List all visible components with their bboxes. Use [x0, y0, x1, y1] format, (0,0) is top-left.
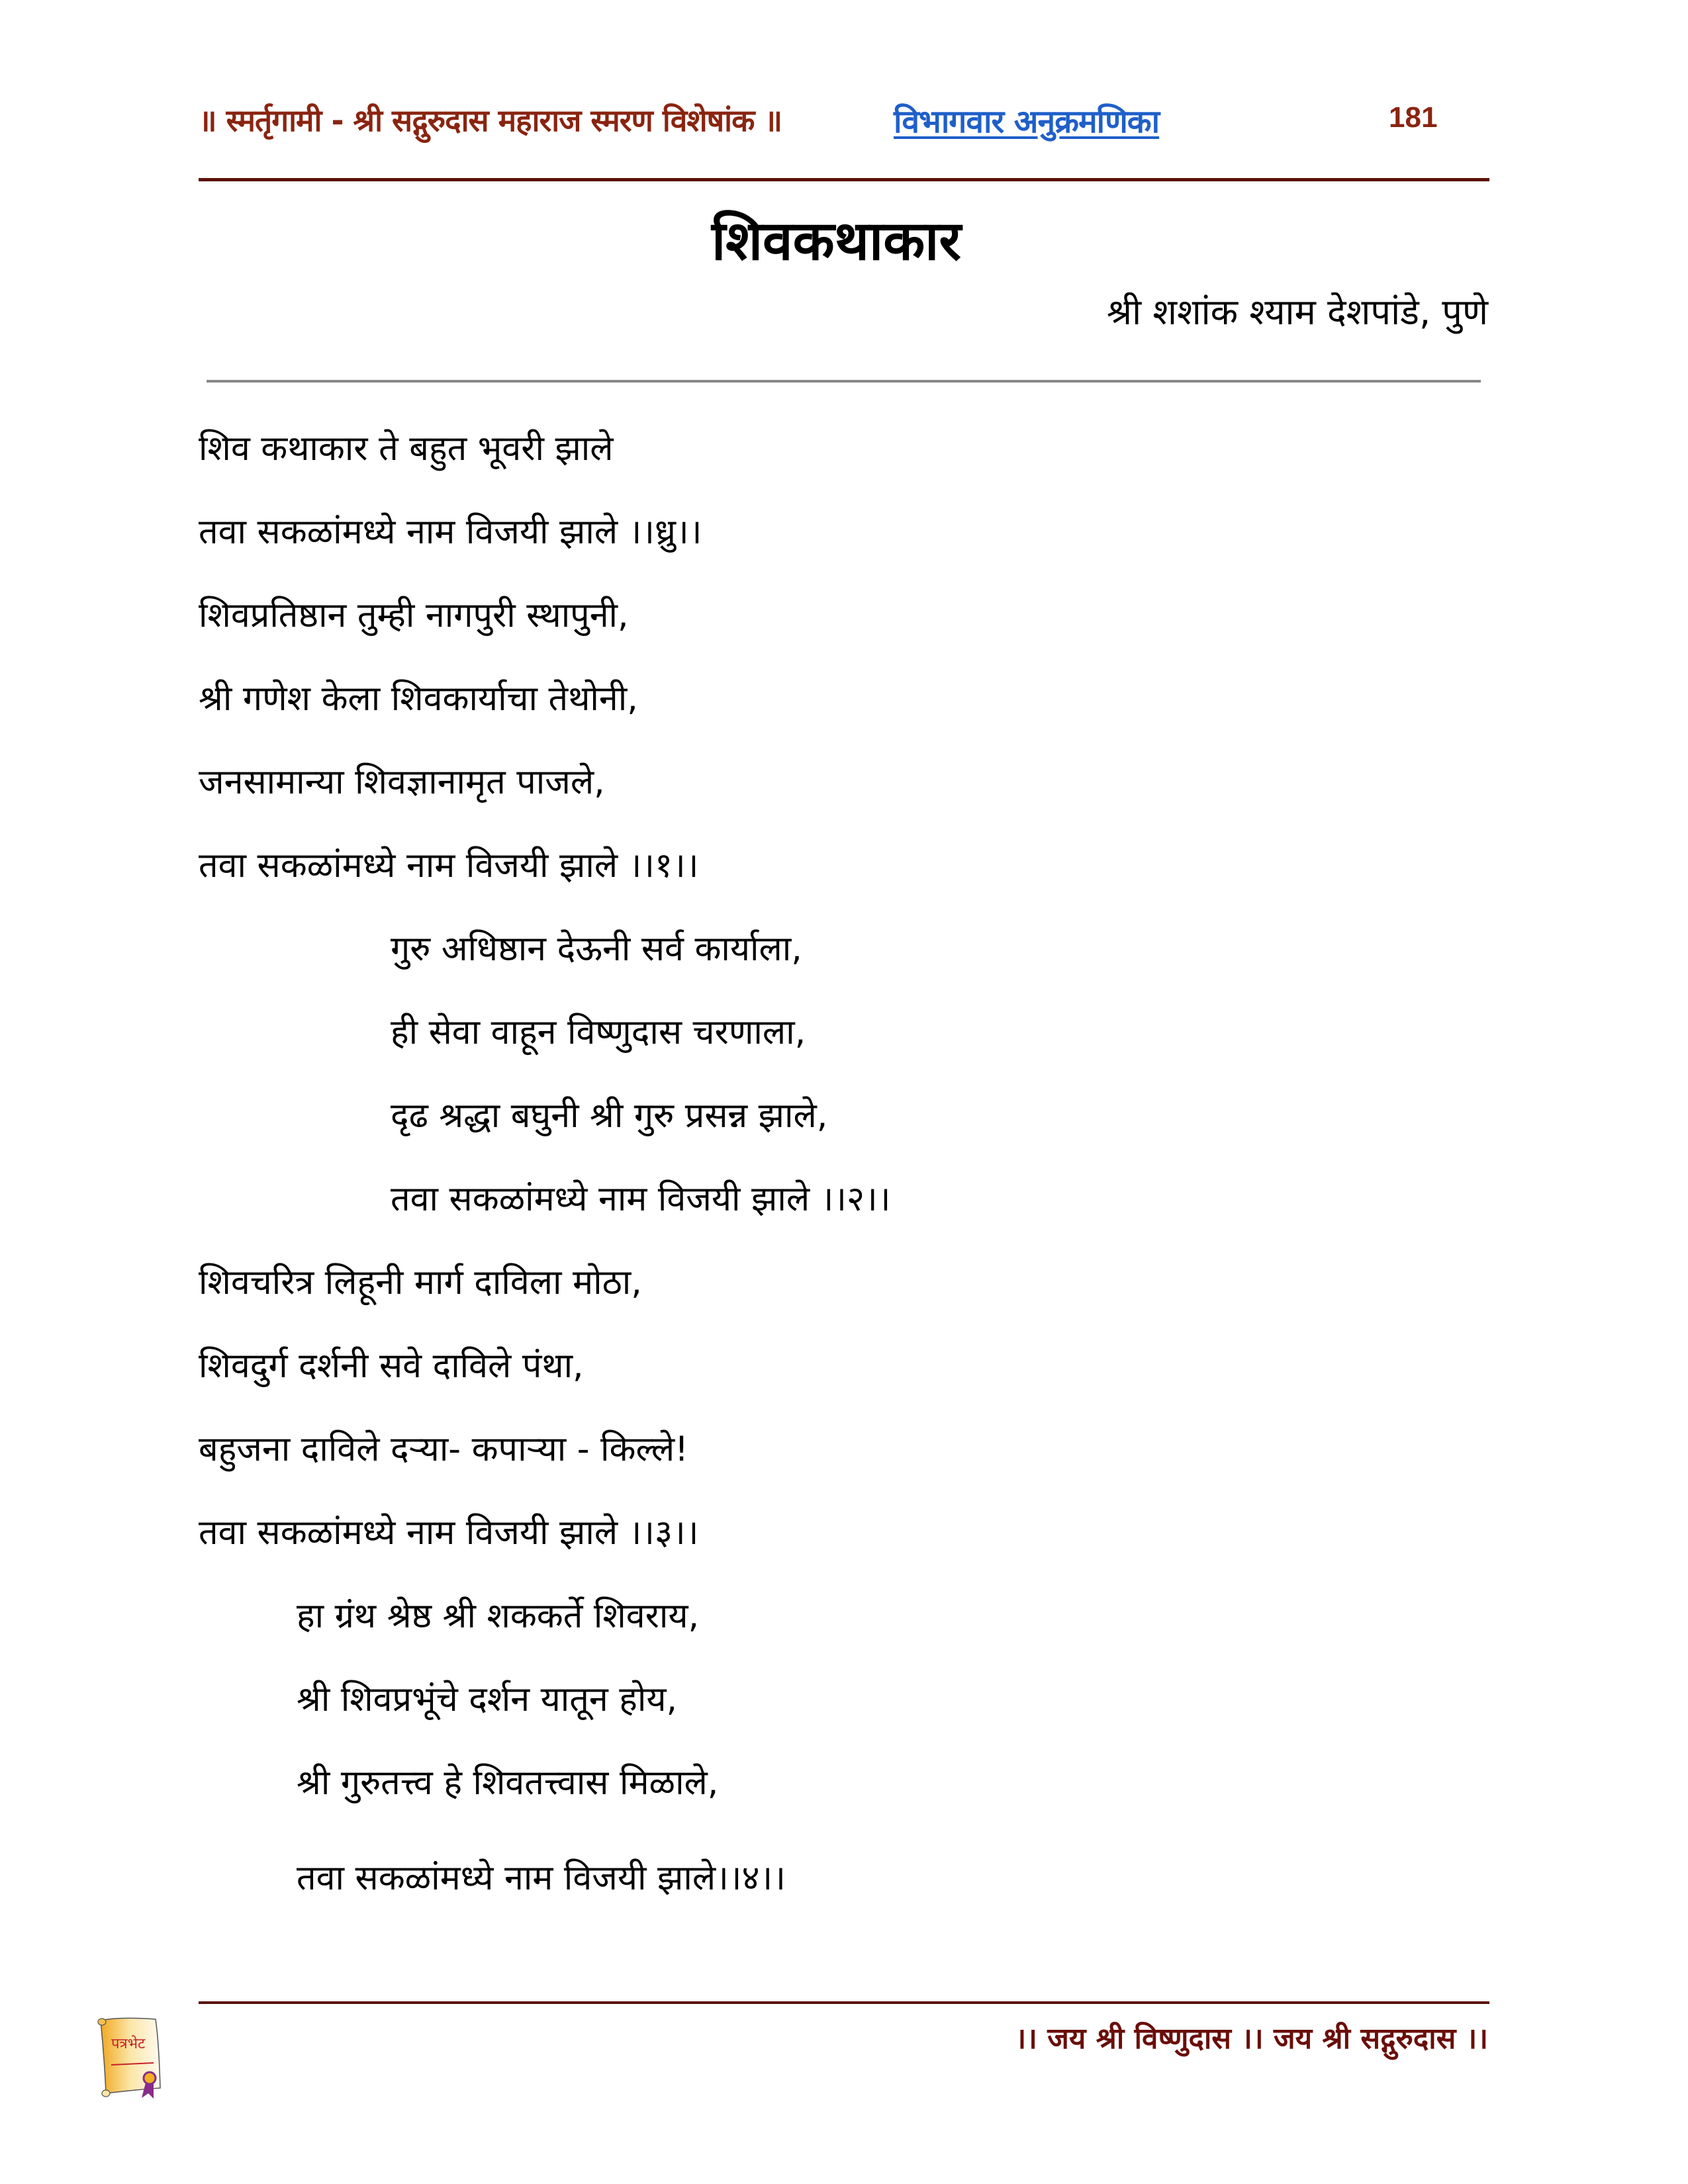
- header-divider: [199, 178, 1489, 181]
- poem-line: तवा सकळांमध्ये नाम विजयी झाले।।४।।: [297, 1858, 786, 1898]
- article-title: शिवकथाकार: [712, 210, 961, 273]
- poem-line: हा ग्रंथ श्रेष्ठ श्री शककर्ते शिवराय,: [297, 1596, 700, 1636]
- svg-text:पत्रभेट: पत्रभेट: [111, 2036, 146, 2052]
- scroll-ribbon-icon: [93, 2015, 165, 2101]
- poem-line: श्री गुरुतत्त्व हे शिवतत्त्वास मिळाले,: [297, 1763, 719, 1803]
- poem-line: श्री गणेश केला शिवकार्याचा तेथोनी,: [199, 679, 638, 719]
- page-number: 181: [1389, 101, 1438, 134]
- publication-title: ॥ स्मर्तृगामी - श्री सद्गुरुदास महाराज स्मरण विशेषांक ॥: [199, 103, 782, 138]
- poem-line: शिव कथाकार ते बहुत भूवरी झाले: [199, 429, 614, 469]
- index-link[interactable]: विभागवार अनुक्रमणिका: [894, 103, 1160, 140]
- poem-line: शिवप्रतिष्ठान तुम्ही नागपुरी स्थापुनी,: [199, 596, 629, 635]
- poem-line: तवा सकळांमध्ये नाम विजयी झाले ।।३।।: [199, 1513, 699, 1553]
- poem-line: तवा सकळांमध्ये नाम विजयी झाले ।।ध्रु।।: [199, 512, 702, 552]
- poem-line: तवा सकळांमध्ये नाम विजयी झाले ।।२।।: [391, 1179, 891, 1219]
- article-author: श्री शशांक श्याम देशपांडे, पुणे: [1106, 291, 1488, 333]
- poem-line: शिवचरित्र लिहूनी मार्ग दाविला मोठा,: [199, 1263, 642, 1302]
- title-divider: [207, 380, 1481, 383]
- poem-line: शिवदुर्ग दर्शनी सवे दाविले पंथा,: [199, 1346, 584, 1386]
- poem-line: जनसामान्या शिवज्ञानामृत पाजले,: [199, 762, 605, 802]
- footer-divider: [199, 2001, 1489, 2004]
- poem-line: बहुजना दाविले दऱ्या- कपाऱ्या - किल्ले!: [199, 1430, 689, 1469]
- poem-line: दृढ श्रद्धा बघुनी श्री गुरु प्रसन्न झाले,: [391, 1096, 828, 1136]
- poem-line: तवा सकळांमध्ये नाम विजयी झाले ।।१।।: [199, 846, 699, 886]
- poem-line: गुरु अधिष्ठान देऊनी सर्व कार्याला,: [391, 929, 802, 969]
- patrabhet-logo: [93, 2015, 165, 2101]
- poem-line: श्री शिवप्रभूंचे दर्शन यातून होय,: [297, 1680, 678, 1719]
- footer-slogan: ।। जय श्री विष्णुदास ।। जय श्री सद्गुरुदास ।।: [1015, 2022, 1488, 2056]
- poem-line: ही सेवा वाहून विष्णुदास चरणाला,: [391, 1013, 806, 1052]
